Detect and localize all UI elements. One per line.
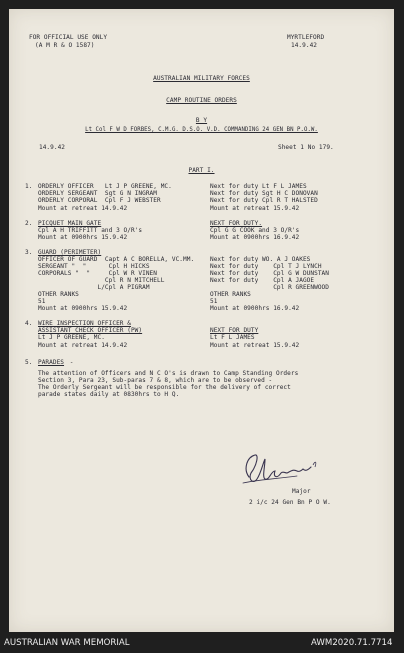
section-heading: PARADES [38, 359, 65, 366]
paragraph-line: Section 3, Para 23, Sub-paras 7 & 8, which are to be observed - [38, 377, 273, 384]
handwritten-signature [235, 449, 325, 491]
mount-line: Mount at 0900hrs 16.9.42 [210, 305, 300, 312]
duty-line: Cpl A H TRIFFITT and 3 O/R's [38, 227, 143, 234]
org-title: AUSTRALIAN MILITARY FORCES [153, 75, 250, 82]
section-heading: ASSISTANT CHECK OFFICER (PW) [38, 327, 143, 334]
by-line: B Y [195, 117, 208, 124]
commander-line: Lt Col F W D FORBES, C.M.G. D.S.O. V.D. COMMANDING 24 GEN BN P.O.W. [85, 127, 318, 133]
mount-line: Mount at retreat 15.9.42 [210, 342, 300, 349]
section-number: 2. [25, 220, 33, 227]
next-duty-line: Next for duty Cpl R T HALSTED [210, 197, 318, 204]
next-duty-line: Lt F L JAMES [210, 334, 255, 341]
signatory-rank: Major [292, 488, 311, 495]
duty-line: L/Cpl A PIGRAM [38, 284, 150, 291]
section-number: 1. [25, 183, 33, 190]
section-dash: - [66, 359, 74, 366]
other-ranks-label: OTHER RANKS [38, 291, 79, 298]
next-duty-line: Cpl R GREENWOOD [210, 284, 329, 291]
duty-line: Lt J P GREENE, MC. [38, 334, 105, 341]
next-duty-heading: NEXT FOR DUTY [210, 327, 259, 334]
mount-line: Mount at 0900hrs 16.9.42 [210, 234, 300, 241]
section-number: 4. [25, 320, 33, 327]
archive-footer [0, 632, 404, 653]
footer-accession-number: AWM2020.71.7714 [311, 638, 393, 648]
other-ranks-count: 51 [210, 298, 218, 305]
duty-line: CORPORALS " " Cpl W R VINEN [38, 270, 157, 277]
section-heading: WIRE INSPECTION OFFICER & [38, 320, 131, 327]
paragraph-line: The Orderly Sergeant will be responsible for the delivery of correct [38, 384, 291, 391]
duty-line: ORDERLY OFFICER Lt J P GREENE, MC. [38, 183, 172, 190]
reference-line: (A M R & O 1587) [35, 42, 95, 49]
section-heading: PICQUET MAIN GATE [38, 220, 102, 227]
order-date: 14.9.42 [39, 144, 66, 151]
paragraph-line: parade states daily at 0830hrs to H Q. [38, 391, 180, 398]
header-date: 14.9.42 [291, 42, 318, 49]
next-duty-line: Next for duty Cpl T J LYNCH [210, 263, 322, 270]
mount-line: Mount at 0900hrs 15.9.42 [38, 305, 128, 312]
duty-line: Cpl R N MITCHELL [38, 277, 165, 284]
mount-line: Mount at 0900hrs 15.9.42 [38, 234, 128, 241]
next-duty-line: Cpl G G COOK and 3 O/R's [210, 227, 300, 234]
document-page [9, 9, 394, 632]
next-duty-line: Next for duty Sgt H C DONOVAN [210, 190, 318, 197]
next-duty-line: Next for duty Lt F L JAMES [210, 183, 307, 190]
section-heading: GUARD (PERIMETER) [38, 249, 102, 256]
part-heading: PART I. [188, 167, 215, 174]
sheet-number: Sheet 1 No 179. [278, 144, 334, 151]
paragraph-line: The attention of Officers and N C O's is drawn to Camp Standing Orders [38, 370, 299, 377]
other-ranks-count: 51 [38, 298, 46, 305]
signatory-unit: 2 i/c 24 Gen Bn P O W. [249, 499, 331, 506]
doc-title: CAMP ROUTINE ORDERS [166, 97, 237, 104]
mount-line: Mount at retreat 14.9.42 [38, 205, 128, 212]
next-duty-line: Next for duty Cpl A JAGOE [210, 277, 315, 284]
next-duty-heading: NEXT FOR DUTY. [210, 220, 263, 227]
section-number: 3. [25, 249, 33, 256]
classification-line: FOR OFFICIAL USE ONLY [29, 34, 108, 41]
mount-line: Mount at retreat 15.9.42 [210, 205, 300, 212]
mount-line: Mount at retreat 14.9.42 [38, 342, 128, 349]
location: MYRTLEFORD [287, 34, 325, 41]
other-ranks-label: OTHER RANKS [210, 291, 251, 298]
duty-line: SERGEANT " " Cpl H HICKS [38, 263, 150, 270]
section-number: 5. [25, 359, 33, 366]
next-duty-line: Next for duty WO. A J OAKES [210, 256, 311, 263]
duty-line: ORDERLY CORPORAL Cpl F J WEBSTER [38, 197, 161, 204]
next-duty-line: Next for duty Cpl G W DUNSTAN [210, 270, 329, 277]
duty-line: ORDERLY SERGEANT Sgt G N INGRAM [38, 190, 157, 197]
footer-institution: AUSTRALIAN WAR MEMORIAL [4, 638, 130, 648]
duty-line: OFFICER OF GUARD Capt A C BORELLA, VC.MM. [38, 256, 195, 263]
